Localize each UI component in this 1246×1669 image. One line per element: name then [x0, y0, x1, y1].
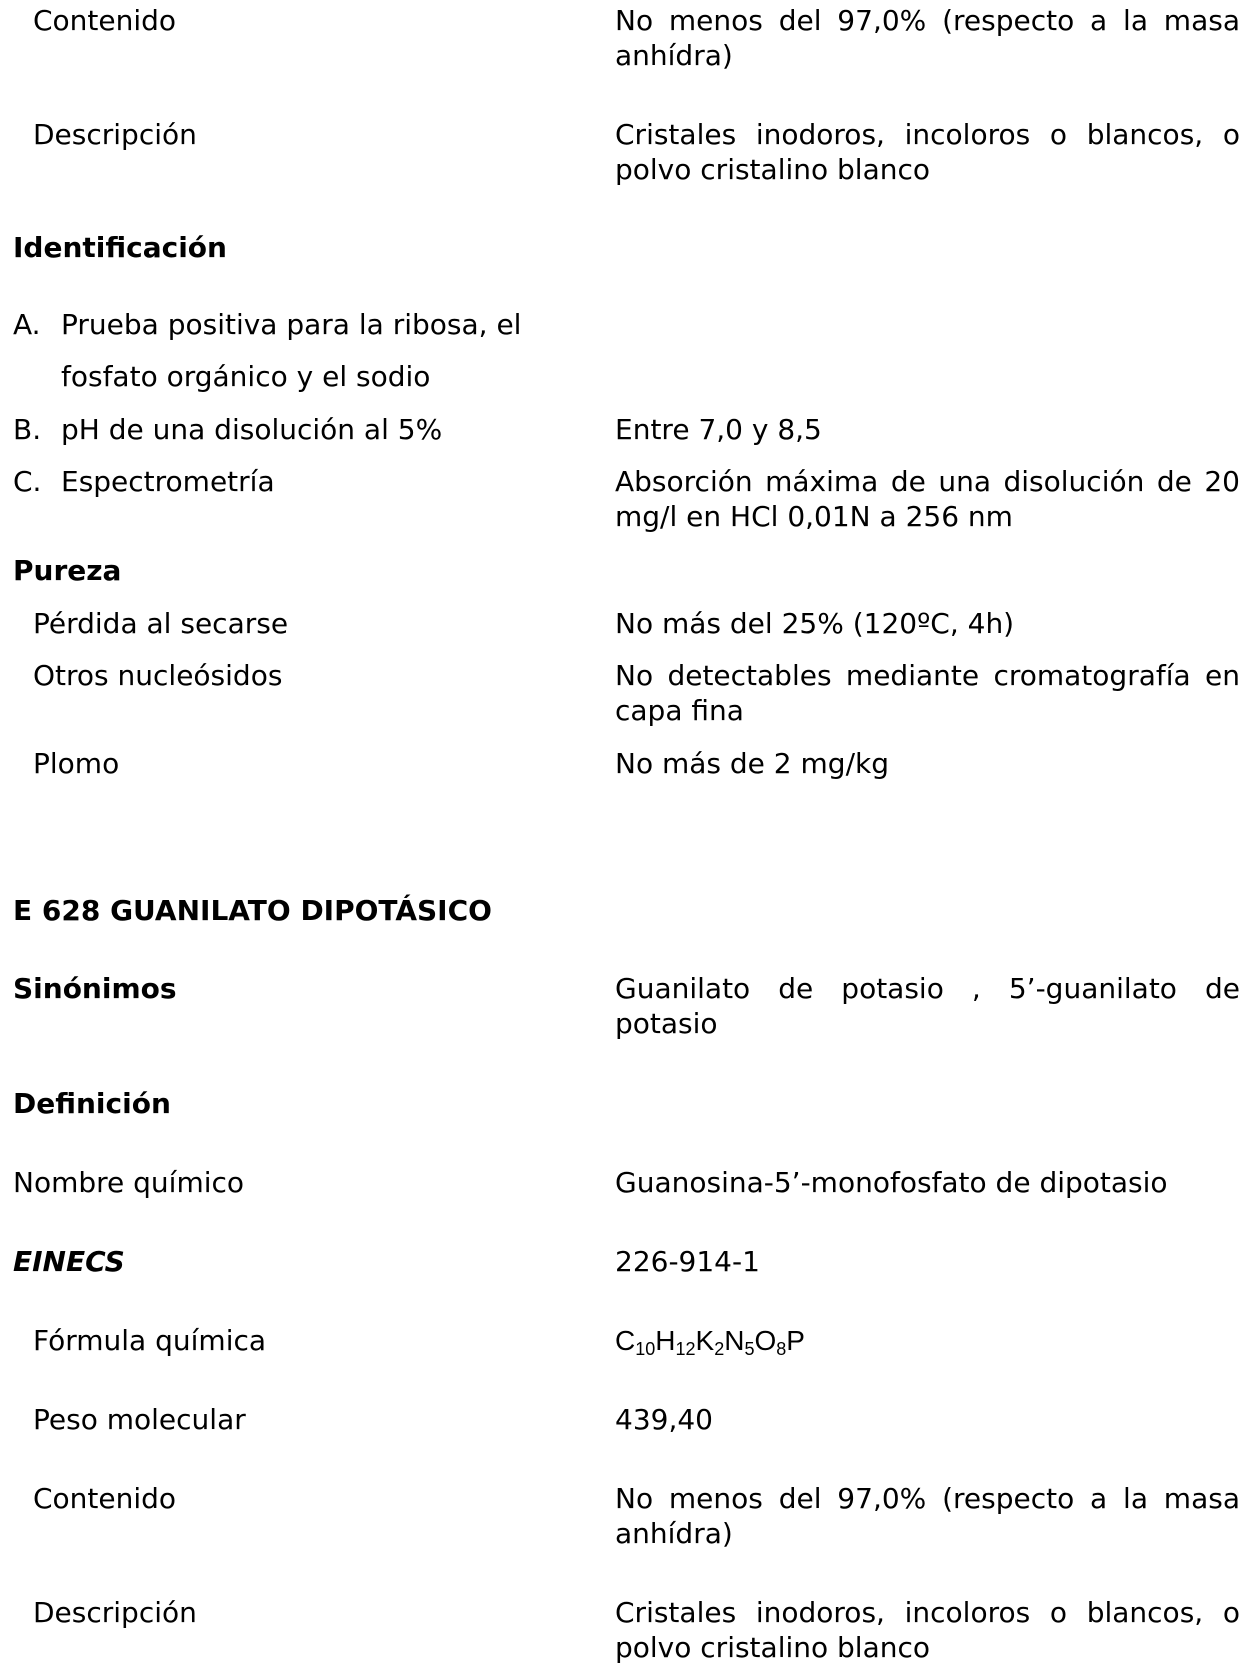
perdida-value: No más del 25% (120ºC, 4h)	[615, 607, 1015, 640]
pureza-heading: Pureza	[13, 554, 122, 587]
contenido-label-2: Contenido	[33, 1482, 177, 1515]
item-a-letter: A.	[13, 308, 41, 341]
plomo-value: No más de 2 mg/kg	[615, 747, 889, 780]
item-b-label: pH de una disolución al 5%	[61, 413, 443, 446]
otros-nucleosidos-label: Otros nucleósidos	[33, 659, 283, 692]
plomo-label: Plomo	[33, 747, 120, 780]
item-c-letter: C.	[13, 465, 42, 498]
item-a-line1: Prueba positiva para la ribosa, el	[61, 308, 522, 341]
perdida-label: Pérdida al secarse	[33, 607, 289, 640]
einecs-label: EINECS	[13, 1245, 125, 1278]
item-c-label: Espectrometría	[61, 465, 275, 498]
sinonimos-value: Guanilato de potasio , 5’-guanilato de potasio	[615, 972, 1240, 1040]
descripcion-value: Cristales inodoros, incoloros o blancos, o polvo cristalino blanco	[615, 118, 1240, 186]
item-b-letter: B.	[13, 413, 42, 446]
contenido-value: No menos del 97,0% (respecto a la masa anhídra)	[615, 4, 1240, 72]
nombre-quimico-label: Nombre químico	[13, 1166, 245, 1199]
otros-nucleosidos-value: No detectables mediante cromatografía en capa fina	[615, 659, 1240, 727]
formula-quimica-value: $C_{10}H_{12}K_2N_5O_8P$	[615, 1325, 805, 1359]
descripcion-label: Descripción	[33, 118, 197, 151]
item-b-value: Entre 7,0 y 8,5	[615, 413, 822, 446]
descripcion-value-2: Cristales inodoros, incoloros o blancos, o polvo cristalino blanco	[615, 1596, 1240, 1664]
einecs-value: 226-914-1	[615, 1245, 760, 1278]
peso-molecular-label: Peso molecular	[33, 1403, 246, 1436]
sinonimos-label: Sinónimos	[13, 972, 177, 1005]
formula-quimica-label: Fórmula química	[33, 1324, 267, 1357]
descripcion-label-2: Descripción	[33, 1596, 197, 1629]
identificacion-heading: Identificación	[13, 231, 227, 264]
item-a-line2: fosfato orgánico y el sodio	[61, 360, 431, 393]
definicion-heading: Definición	[13, 1087, 171, 1120]
peso-molecular-value: 439,40	[615, 1403, 713, 1436]
contenido-label: Contenido	[33, 4, 177, 37]
contenido-value-2: No menos del 97,0% (respecto a la masa anhídra)	[615, 1482, 1240, 1550]
item-c-value: Absorción máxima de una disolución de 20 mg/l en HCl 0,01N a 256 nm	[615, 465, 1240, 533]
e628-title: E 628 GUANILATO DIPOTÁSICO	[13, 894, 492, 927]
nombre-quimico-value: Guanosina-5’-monofosfato de dipotasio	[615, 1166, 1168, 1199]
